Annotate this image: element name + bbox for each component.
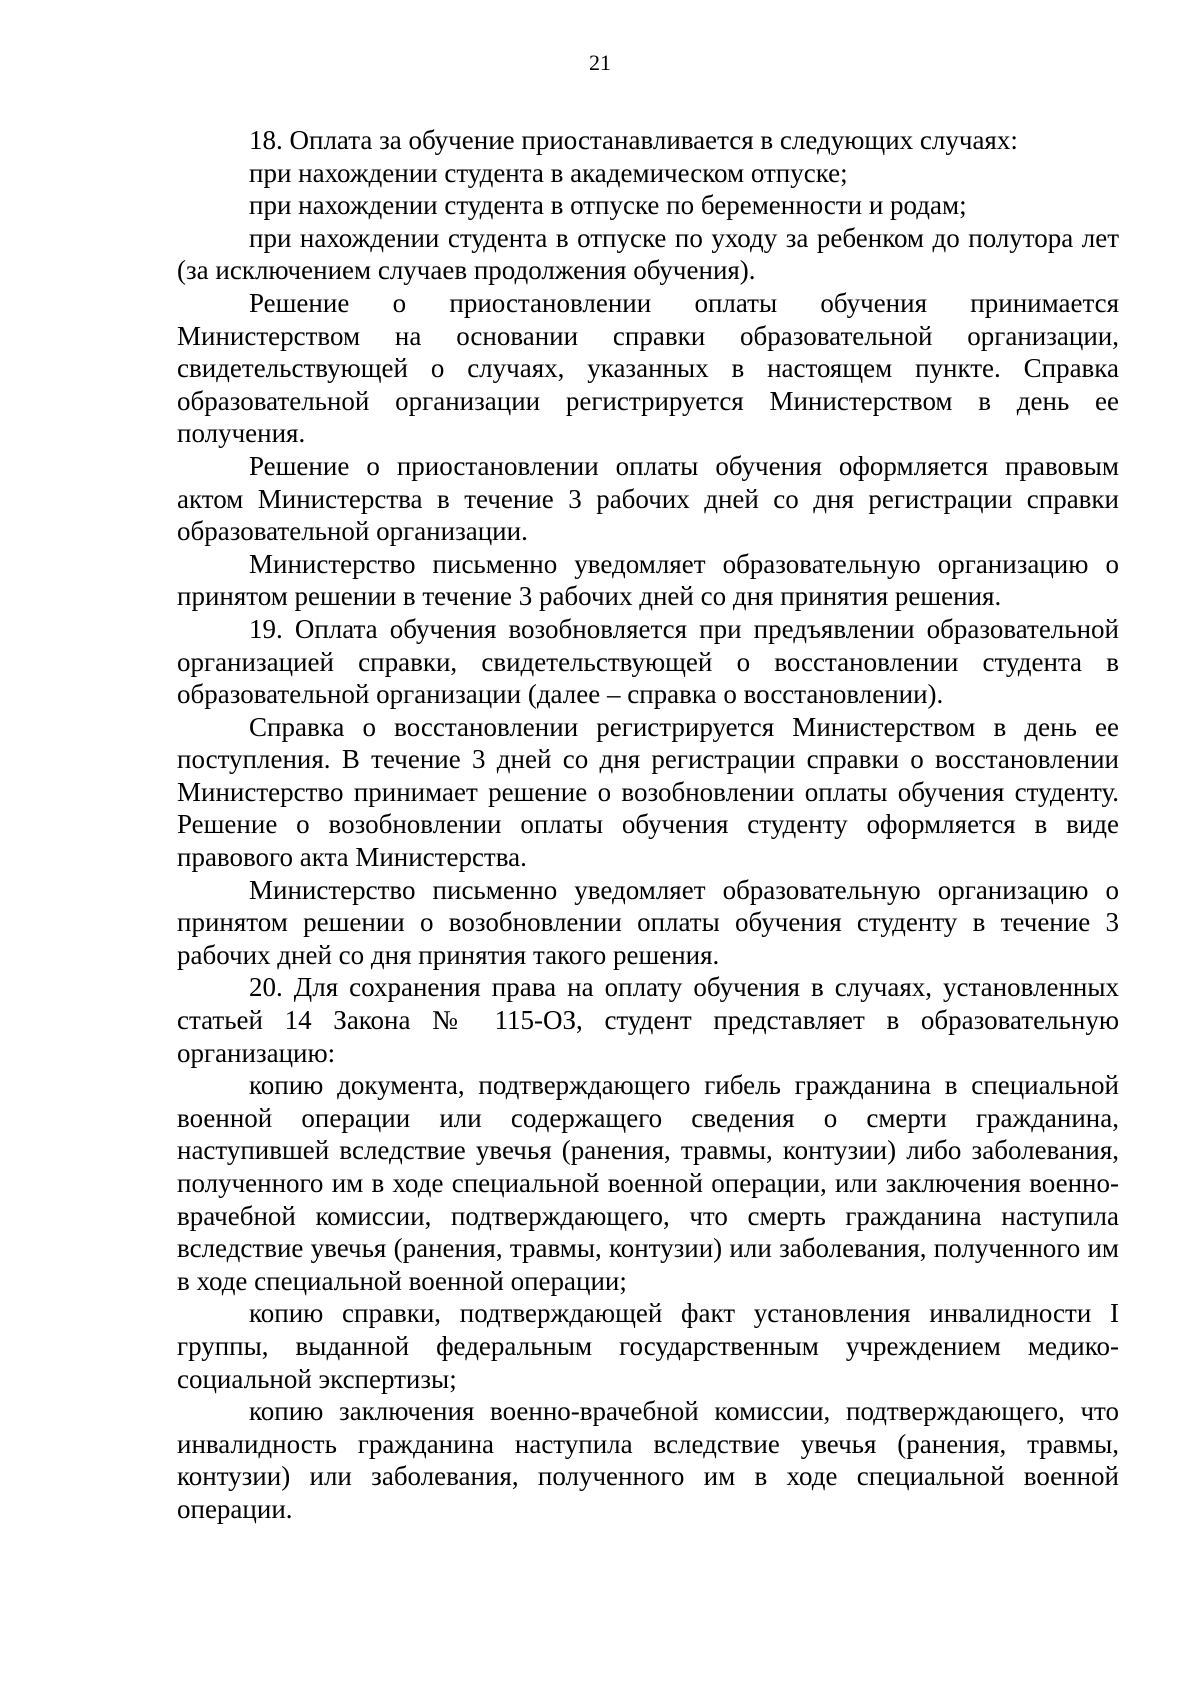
paragraph-resumption-notice: Министерство письменно уведомляет образовательную организацию о принятом решении о возобновлении оплаты обучения студенту в течение 3 рабочих дней со дня принятия такого решения. [177, 874, 1119, 970]
paragraph-maternity-leave: при нахождении студента в отпуске по беременности и родам; [249, 190, 967, 221]
paragraph-18-heading: 18. Оплата за обучение приостанавливается в следующих случаях: [249, 125, 1018, 155]
paragraph-academic-leave: при нахождении студента в академическом отпуске; [249, 157, 848, 188]
paragraph-disability-certificate: копию справки, подтверждающей факт установления инвалидности I группы, выданной федеральным государственным учреждением медико-социальной экспертизы; [177, 1298, 1119, 1394]
page-number: 21 [589, 50, 611, 75]
paragraph-suspension-act: Решение о приостановлении оплаты обучения оформляется правовым актом Министерства в течение 3 рабочих дней со дня регистрации справки образовательной организации. [177, 450, 1119, 547]
document-body [177, 124, 1119, 1526]
paragraph-death-document: копию документа, подтверждающего гибель гражданина в специальной военной операции или содержащего сведения о смерти гражданина, наступившей вследствие увечья (ранения, травмы, контузии) либо заболевания, полученного им в ходе специальной военной операции, или заключения военно-врачебной комиссии, подтверждающего, что смерть гражданина наступила вследствие увечья (ранения, травмы, контузии) или заболевания, полученного им в ходе специальной военной операции; [177, 1070, 1119, 1296]
paragraph-19-resumption: 19. Оплата обучения возобновляется при предъявлении образовательной организацией справки, свидетельствующей о восстановлении студента в образовательной организации (далее – справка о восстановлении). [177, 613, 1119, 710]
paragraph-20-retention: 20. Для сохранения права на оплату обучения в случаях, установленных статьей 14 Закона № 115-ОЗ, студент представляет в образовательную организацию: [177, 972, 1119, 1068]
paragraph-suspension-notice: Министерство письменно уведомляет образовательную организацию о принятом решении в течение 3 рабочих дней со дня принятия решения. [177, 548, 1119, 612]
paragraph-restoration-certificate: Справка о восстановлении регистрируется Министерством в день ее поступления. В течение 3 дней со дня регистрации справки о восстановлении Министерство принимает решение о возобновлении оплаты обучения студенту. Решение о возобновлении оплаты обучения студенту оформляется в виде правового акта Министерства. [177, 711, 1119, 873]
paragraph-childcare-leave: при нахождении студента в отпуске по уходу за ребенком до полутора лет (за исключением случаев продолжения обучения). [177, 222, 1119, 286]
paragraph-suspension-decision: Решение о приостановлении оплаты обучения принимается Министерством на основании справки образовательной организации, свидетельствующей о случаях, указанных в настоящем пункте. Справка образовательной организации регистрируется Министерством в день ее получения. [177, 287, 1119, 449]
paragraph-medical-commission: копию заключения военно-врачебной комиссии, подтверждающего, что инвалидность гражданина наступила вследствие увечья (ранения, травмы, контузии) или заболевания, полученного им в ходе специальной военной операции. [177, 1396, 1119, 1524]
